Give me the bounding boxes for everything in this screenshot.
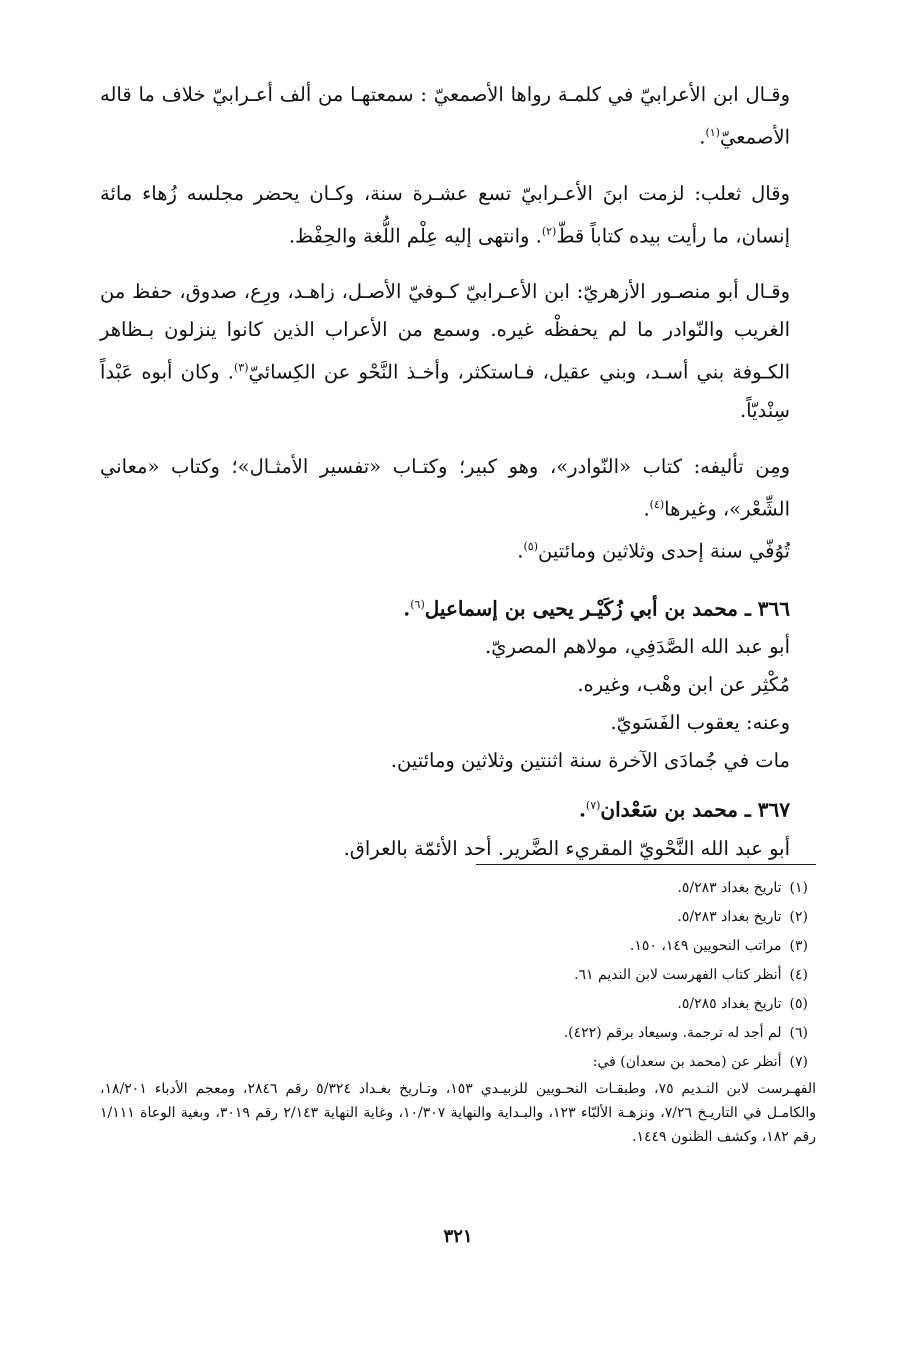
footnote-ref: (٥): [523, 540, 538, 553]
entry-heading-text: ٣٦٧ ـ محمد بن سَعْدان: [600, 797, 790, 822]
footnote-text: تاريخ بغداد ٥/٢٨٥.: [677, 996, 782, 1012]
footnote-ref: (٤): [649, 497, 665, 511]
footnote-number: (٤): [789, 967, 808, 983]
entry-line: أبو عبد الله الصَّدَفِي، مولاهم المصريّ.: [485, 635, 790, 659]
footnote-number: (٦): [789, 1025, 808, 1041]
entry-366: [100, 585, 816, 781]
footnote-text: لم أجد له ترجمة. وسيعاد برقم (٤٢٢).: [563, 1025, 782, 1041]
entry-heading: [100, 786, 816, 830]
footnotes: [100, 874, 816, 1149]
footnote-item: [100, 990, 816, 1019]
footnote-continuation: الفهـرست لابن النـديم ٧٥، وطبقـات النحـويين للزبيـدي ١٥٣، وتـاريخ بغـداد ٥/٣٢٤ رقم ٢٨٤٦، ومعجم الأدباء ١٨/٢٠١، والكامـل في التاريـخ ٧/٢٦، ونزهـة الألبّاء ١٢٣، والبـداية والنهاية ١٠/٣٠٧، وغاية النهاية ٢/١٤٣ رقم ٣٠١٩، وبغية الوعاة ١/١١١ رقم ١٨٢، وكشف الظنون ١٤٤٩.: [100, 1081, 817, 1145]
footnote-item: [100, 874, 816, 903]
footnote-ref: (١): [705, 126, 720, 139]
paragraph-text: وقال ثعلب: لزمت ابنَ الأعـرابيّ تسع عشـرة سنة، وكـان يحضر مجلسه زُهاء مائة إنسان، ما رأيت بيده كتاباً قطّ: [100, 181, 790, 247]
death-line: [100, 528, 816, 571]
footnote-number: (٢): [789, 909, 808, 925]
footnote-number: (١): [789, 880, 808, 896]
paragraph-azhari: [100, 273, 816, 430]
footnote-ref: (٧): [585, 799, 601, 813]
entry-heading-end: .: [578, 797, 586, 822]
paragraph-text: وقـال ابن الأعرابيّ في كلمـة رواها الأصمعيّ : سمعتهـا من ألف أعـرابيّ خلاف ما قاله الأصمعيّ: [100, 83, 790, 149]
death-text: تُوُفّي سنة إحدى وثلاثين ومائتين: [538, 539, 790, 563]
footnote-text: مراتب النحويين ١٤٩، ١٥٠.: [629, 938, 782, 954]
footnote-number: (٥): [789, 996, 808, 1012]
footnote-ref: (٣): [233, 361, 249, 374]
footnote-item: [100, 932, 816, 961]
footnote-ref: (٢): [541, 224, 557, 238]
footnote-item: [100, 961, 816, 990]
entry-line: أبو عبد الله النَّحْويّ المقريء الضَّرير. أحد الأئمّة بالعراق.: [343, 836, 790, 860]
paragraph-text-end: . وكان أبوه عَبْداً سِنْديّاً.: [100, 360, 790, 422]
footnote-item: [100, 1019, 816, 1048]
footnote-item: [100, 1048, 816, 1077]
entry-line: مات في جُمادَى الآخرة سنة اثنتين وثلاثين ومائتين.: [390, 749, 790, 773]
paragraph-works: [100, 448, 816, 529]
entry-heading-text: ٣٦٦ ـ محمد بن أبي زُكَيْـر يحيى بن إسماعيل: [424, 596, 790, 621]
entry-line: وعنه: يعقوب الفَسَويّ.: [610, 711, 790, 735]
death-text-end: .: [517, 539, 524, 563]
footnote-number: (٧): [789, 1054, 808, 1070]
entry-body: [100, 830, 816, 868]
paragraph-thalab: [100, 175, 816, 256]
paragraph-text: ومِن تأليفه: كتاب «النّوادر»، وهو كبير؛ وكتـاب «تفسير الأمثـال»؛ وكتاب «معاني الشِّعْر»، وغيرها: [100, 454, 790, 520]
footnote-divider: [476, 864, 816, 865]
footnote-text: أنظر كتاب الفهرست لابن النديم ٦١.: [574, 967, 782, 983]
paragraph-ibn-al-arabi-asmai: وقـال ابن الأعرابيّ في كلمـة رواها الأصمعيّ : سمعتهـا من ألف أعـرابيّ خلاف ما قاله الأصمعيّ$^{(١)}$.: [100, 83, 790, 149]
footnote-ref: (٦): [410, 597, 425, 611]
page-number: ٣٢١: [443, 1226, 473, 1247]
footnote-text: أنظر عن (محمد بن سعدان) في:: [592, 1054, 782, 1070]
entry-body: [100, 628, 816, 780]
paragraph-text-end: . وانتهى إليه عِلْم اللُّغة والحِفْظ.: [288, 224, 542, 247]
footnote-text: تاريخ بغداد ٥/٢٨٣.: [677, 909, 782, 925]
entry-367: [100, 786, 816, 868]
entry-heading: [100, 585, 816, 629]
entry-heading-end: .: [403, 596, 411, 621]
footnote-item: [100, 903, 816, 932]
paragraph-text: وقـال أبو منصـور الأزهريّ: ابن الأعـرابيّ كـوفيّ الأصـل، زاهـد، ورِع، صدوق، حفظ من الغريب والنّوادر ما لم يحفظْه غيره. وسمع من الأعراب الذين كانوا ينزلون بـظاهر الكـوفة بني أسـد، وبني عقيل، فـاستكثر، وأخـذ النَّحْو عن الكِسائيّ: [100, 280, 790, 384]
footnote-number: (٣): [789, 938, 808, 954]
main-text: [100, 76, 816, 868]
footnote-text: تاريخ بغداد ٥/٢٨٣.: [677, 880, 782, 896]
entry-line: مُكْثِر عن ابن وهْب، وغيره.: [577, 673, 790, 697]
paragraph-text-end: .: [643, 497, 650, 520]
